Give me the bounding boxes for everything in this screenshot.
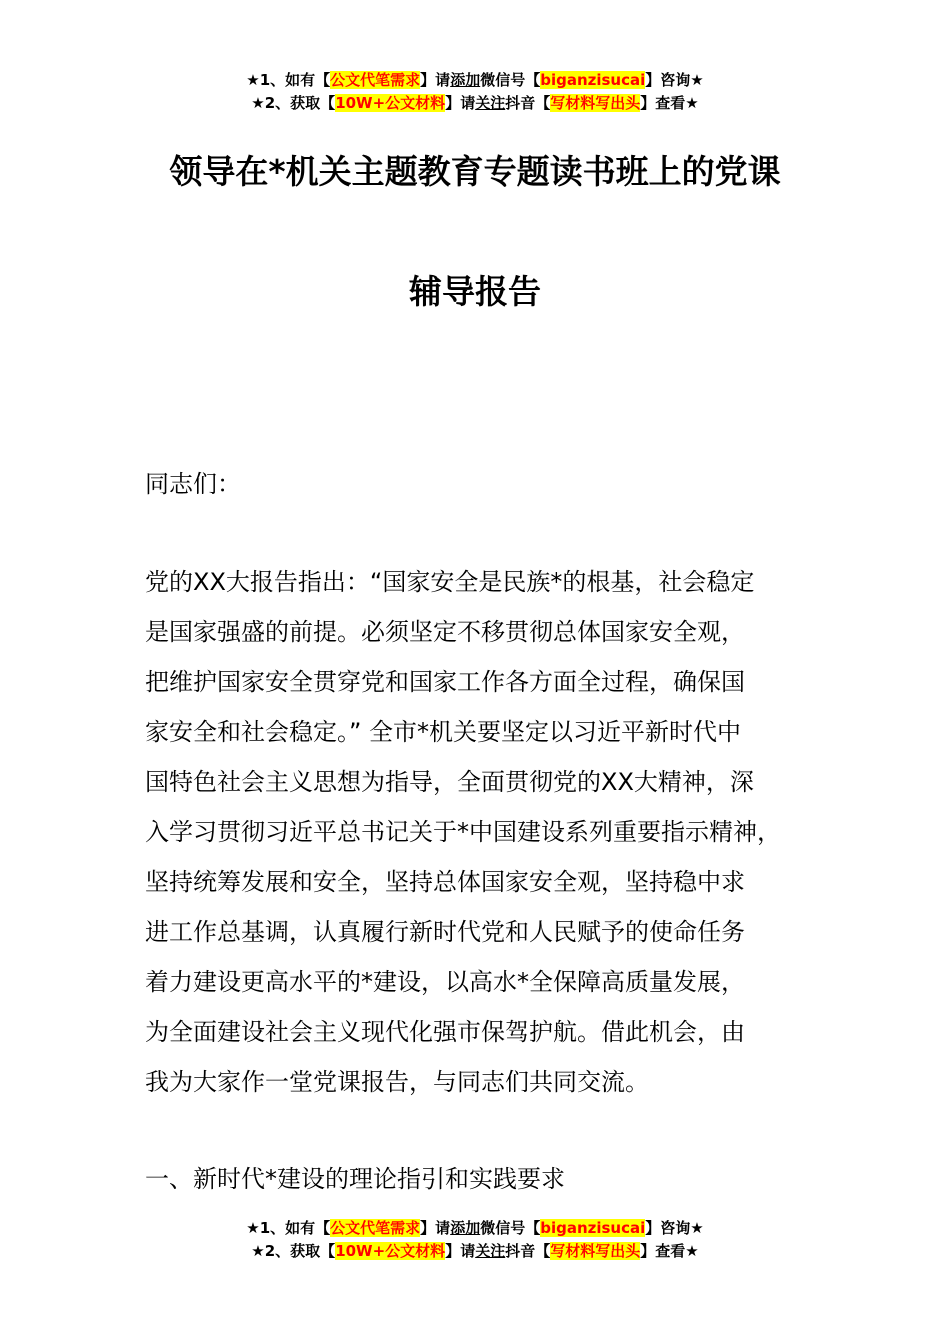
banner-line-1 xyxy=(0,69,950,92)
banner-text: 】请 xyxy=(445,94,476,112)
banner-text: 】请 xyxy=(420,71,451,89)
paragraph-line: 入学习贯彻习近平总书记关于*中国建设系列重要指示精神， xyxy=(145,818,781,846)
paragraph-line: 我为大家作一堂党课报告，与同志们共同交流。 xyxy=(145,1068,649,1096)
banner-line-2 xyxy=(0,92,950,115)
banner-line-1 xyxy=(0,1217,950,1240)
document-title-line-1: 领导在*机关主题教育专题读书班上的党课 xyxy=(169,152,781,191)
banner-underline: 关注 xyxy=(475,94,506,112)
paragraph-line: 着力建设更高水平的*建设，以高水*全保障高质量发展， xyxy=(145,968,745,996)
greeting: 同志们： xyxy=(145,470,241,498)
banner-text: 微信号【 xyxy=(480,1219,541,1237)
banner-line-2 xyxy=(0,1240,950,1263)
banner-underline: 添加 xyxy=(450,71,481,89)
paragraph-line: 进工作总基调，认真履行新时代党和人民赋予的使命任务 xyxy=(145,918,745,946)
banner-text: 抖音【 xyxy=(505,1242,551,1260)
promo-banner-bottom xyxy=(0,1217,950,1263)
banner-douyin-name: 写材料写出头 xyxy=(550,94,641,112)
banner-underline: 添加 xyxy=(450,1219,481,1237)
banner-wechat-id: biganzisucai xyxy=(540,71,646,89)
banner-text: ★2、获取【 xyxy=(251,94,336,112)
banner-underline: 关注 xyxy=(475,1242,506,1260)
banner-text: ★1、如有【 xyxy=(246,71,331,89)
section-heading: 一、新时代*建设的理论指引和实践要求 xyxy=(145,1165,565,1193)
paragraph-line: 坚持统筹发展和安全，坚持总体国家安全观，坚持稳中求 xyxy=(145,868,745,896)
banner-text: 】咨询★ xyxy=(645,1219,704,1237)
banner-text: ★2、获取【 xyxy=(251,1242,336,1260)
banner-text: 】咨询★ xyxy=(645,71,704,89)
banner-text: 】查看★ xyxy=(640,94,699,112)
banner-text: ★1、如有【 xyxy=(246,1219,331,1237)
banner-text: 抖音【 xyxy=(505,94,551,112)
paragraph-line: 家安全和社会稳定。” 全市*机关要坚定以习近平新时代中 xyxy=(145,718,742,746)
banner-wechat-id: biganzisucai xyxy=(540,1219,646,1237)
document-title-line-2: 辅导报告 xyxy=(409,272,541,311)
paragraph-line: 是国家强盛的前提。必须坚定不移贯彻总体国家安全观， xyxy=(145,618,745,646)
paragraph-line: 国特色社会主义思想为指导，全面贯彻党的XX大精神，深 xyxy=(145,768,754,796)
banner-highlight: 10W+公文材料 xyxy=(335,1242,446,1260)
banner-text: 微信号【 xyxy=(480,71,541,89)
banner-highlight: 公文代笔需求 xyxy=(330,71,421,89)
banner-highlight: 10W+公文材料 xyxy=(335,94,446,112)
paragraph-line: 党的XX大报告指出：“国家安全是民族*的根基，社会稳定 xyxy=(145,568,755,596)
banner-text: 】请 xyxy=(445,1242,476,1260)
banner-highlight: 公文代笔需求 xyxy=(330,1219,421,1237)
body-paragraph xyxy=(145,557,835,1107)
promo-banner-top xyxy=(0,69,950,115)
banner-douyin-name: 写材料写出头 xyxy=(550,1242,641,1260)
paragraph-line: 为全面建设社会主义现代化强市保驾护航。借此机会，由 xyxy=(145,1018,745,1046)
banner-text: 】请 xyxy=(420,1219,451,1237)
banner-text: 】查看★ xyxy=(640,1242,699,1260)
paragraph-line: 把维护国家安全贯穿党和国家工作各方面全过程，确保国 xyxy=(145,668,745,696)
